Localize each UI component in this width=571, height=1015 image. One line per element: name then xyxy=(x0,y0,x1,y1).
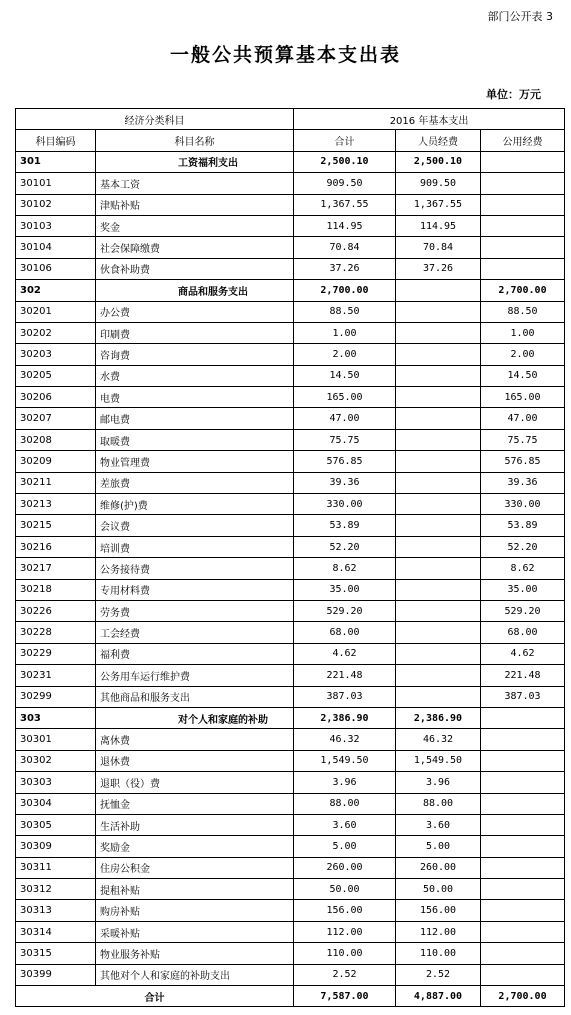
row-personnel xyxy=(396,280,481,301)
table-row xyxy=(16,536,565,557)
row-public xyxy=(481,194,565,215)
row-name: 离休费 xyxy=(96,729,294,750)
row-personnel xyxy=(396,536,481,557)
row-personnel: 1,549.50 xyxy=(396,750,481,771)
row-name: 退休费 xyxy=(96,750,294,771)
total-public: 2,700.00 xyxy=(481,986,565,1007)
row-total: 88.50 xyxy=(294,301,396,322)
category-row xyxy=(16,151,565,172)
row-public xyxy=(481,793,565,814)
row-public: 14.50 xyxy=(481,365,565,386)
row-name: 津贴补贴 xyxy=(96,194,294,215)
row-code: 30215 xyxy=(16,515,96,536)
row-personnel: 3.96 xyxy=(396,772,481,793)
row-name: 维修(护)费 xyxy=(96,494,294,515)
table-row xyxy=(16,793,565,814)
table-row xyxy=(16,365,565,386)
row-name: 物业管理费 xyxy=(96,451,294,472)
row-code: 30303 xyxy=(16,772,96,793)
row-code: 30226 xyxy=(16,600,96,621)
row-name: 工会经费 xyxy=(96,622,294,643)
row-total: 37.26 xyxy=(294,258,396,279)
row-code: 30399 xyxy=(16,964,96,985)
row-total: 2,386.90 xyxy=(294,707,396,728)
basic-expenditure-header: 2016 年基本支出 xyxy=(294,109,565,130)
row-public xyxy=(481,772,565,793)
row-personnel: 46.32 xyxy=(396,729,481,750)
row-name: 抚恤金 xyxy=(96,793,294,814)
row-total: 114.95 xyxy=(294,215,396,236)
row-public: 529.20 xyxy=(481,600,565,621)
table-row xyxy=(16,600,565,621)
row-personnel: 156.00 xyxy=(396,900,481,921)
row-personnel: 5.00 xyxy=(396,836,481,857)
row-public xyxy=(481,964,565,985)
row-personnel xyxy=(396,451,481,472)
row-personnel xyxy=(396,387,481,408)
row-code: 30228 xyxy=(16,622,96,643)
row-total: 5.00 xyxy=(294,836,396,857)
table-row xyxy=(16,686,565,707)
row-public: 221.48 xyxy=(481,665,565,686)
row-personnel: 2,386.90 xyxy=(396,707,481,728)
row-total: 112.00 xyxy=(294,921,396,942)
table-row xyxy=(16,258,565,279)
row-total: 3.60 xyxy=(294,814,396,835)
table-row xyxy=(16,494,565,515)
table-row xyxy=(16,836,565,857)
row-total: 1.00 xyxy=(294,322,396,343)
table-row xyxy=(16,408,565,429)
row-total: 387.03 xyxy=(294,686,396,707)
table-row xyxy=(16,643,565,664)
row-total: 330.00 xyxy=(294,494,396,515)
table-row xyxy=(16,622,565,643)
row-personnel xyxy=(396,600,481,621)
row-code: 30209 xyxy=(16,451,96,472)
row-code: 301 xyxy=(16,151,96,172)
row-name: 会议费 xyxy=(96,515,294,536)
row-personnel: 88.00 xyxy=(396,793,481,814)
row-personnel xyxy=(396,408,481,429)
row-personnel xyxy=(396,686,481,707)
table-row xyxy=(16,750,565,771)
row-total: 50.00 xyxy=(294,879,396,900)
row-total: 260.00 xyxy=(294,857,396,878)
row-total: 221.48 xyxy=(294,665,396,686)
row-personnel: 50.00 xyxy=(396,879,481,900)
row-public: 1.00 xyxy=(481,322,565,343)
row-total: 8.62 xyxy=(294,558,396,579)
table-row xyxy=(16,215,565,236)
row-name: 工资福利支出 xyxy=(96,151,294,172)
row-name: 印刷费 xyxy=(96,322,294,343)
row-public xyxy=(481,750,565,771)
row-code: 30213 xyxy=(16,494,96,515)
column-header-public: 公用经费 xyxy=(481,130,565,151)
row-public: 53.89 xyxy=(481,515,565,536)
row-total: 576.85 xyxy=(294,451,396,472)
row-total: 35.00 xyxy=(294,579,396,600)
row-public xyxy=(481,879,565,900)
table-row xyxy=(16,301,565,322)
row-code: 30302 xyxy=(16,750,96,771)
row-name: 福利费 xyxy=(96,643,294,664)
row-name: 伙食补助费 xyxy=(96,258,294,279)
row-public: 88.50 xyxy=(481,301,565,322)
row-name: 咨询费 xyxy=(96,344,294,365)
row-code: 30206 xyxy=(16,387,96,408)
row-code: 30207 xyxy=(16,408,96,429)
table-row xyxy=(16,344,565,365)
row-code: 30103 xyxy=(16,215,96,236)
row-public xyxy=(481,900,565,921)
row-code: 30313 xyxy=(16,900,96,921)
row-total: 46.32 xyxy=(294,729,396,750)
row-personnel xyxy=(396,429,481,450)
row-code: 30211 xyxy=(16,472,96,493)
row-public: 2.00 xyxy=(481,344,565,365)
column-header-total: 合计 xyxy=(294,130,396,151)
row-personnel xyxy=(396,558,481,579)
row-code: 30205 xyxy=(16,365,96,386)
row-name: 其他对个人和家庭的补助支出 xyxy=(96,964,294,985)
table-row xyxy=(16,943,565,964)
row-public xyxy=(481,729,565,750)
row-total: 165.00 xyxy=(294,387,396,408)
row-public: 165.00 xyxy=(481,387,565,408)
table-row xyxy=(16,387,565,408)
row-personnel xyxy=(396,494,481,515)
row-name: 物业服务补贴 xyxy=(96,943,294,964)
row-public xyxy=(481,173,565,194)
row-personnel: 110.00 xyxy=(396,943,481,964)
row-code: 30305 xyxy=(16,814,96,835)
table-row xyxy=(16,451,565,472)
row-name: 公务接待费 xyxy=(96,558,294,579)
row-public: 2,700.00 xyxy=(481,280,565,301)
row-personnel xyxy=(396,322,481,343)
row-code: 30102 xyxy=(16,194,96,215)
table-row xyxy=(16,173,565,194)
row-code: 30216 xyxy=(16,536,96,557)
row-code: 30101 xyxy=(16,173,96,194)
unit-label: 单位：万元 xyxy=(486,88,541,101)
row-total: 529.20 xyxy=(294,600,396,621)
row-personnel xyxy=(396,622,481,643)
row-personnel xyxy=(396,472,481,493)
row-code: 30229 xyxy=(16,643,96,664)
row-public xyxy=(481,151,565,172)
row-code: 30314 xyxy=(16,921,96,942)
row-personnel: 70.84 xyxy=(396,237,481,258)
table-row xyxy=(16,964,565,985)
row-code: 30201 xyxy=(16,301,96,322)
column-header-row xyxy=(16,130,565,151)
row-public: 4.62 xyxy=(481,643,565,664)
row-public xyxy=(481,921,565,942)
row-personnel xyxy=(396,301,481,322)
row-name: 商品和服务支出 xyxy=(96,280,294,301)
row-total: 47.00 xyxy=(294,408,396,429)
row-total: 2.52 xyxy=(294,964,396,985)
table-row xyxy=(16,900,565,921)
row-code: 30202 xyxy=(16,322,96,343)
row-code: 30208 xyxy=(16,429,96,450)
row-code: 30312 xyxy=(16,879,96,900)
row-name: 退职（役）费 xyxy=(96,772,294,793)
row-public: 330.00 xyxy=(481,494,565,515)
row-name: 电费 xyxy=(96,387,294,408)
table-row xyxy=(16,472,565,493)
row-name: 办公费 xyxy=(96,301,294,322)
row-personnel: 1,367.55 xyxy=(396,194,481,215)
row-total: 14.50 xyxy=(294,365,396,386)
row-personnel: 37.26 xyxy=(396,258,481,279)
row-name: 购房补贴 xyxy=(96,900,294,921)
row-personnel: 260.00 xyxy=(396,857,481,878)
row-total: 3.96 xyxy=(294,772,396,793)
row-total: 909.50 xyxy=(294,173,396,194)
row-total: 68.00 xyxy=(294,622,396,643)
row-personnel: 2.52 xyxy=(396,964,481,985)
row-public xyxy=(481,836,565,857)
table-row xyxy=(16,515,565,536)
total-personnel: 4,887.00 xyxy=(396,986,481,1007)
row-personnel: 114.95 xyxy=(396,215,481,236)
page-title: 一般公共预算基本支出表 xyxy=(169,44,401,66)
table-row xyxy=(16,579,565,600)
table-row xyxy=(16,729,565,750)
row-name: 水费 xyxy=(96,365,294,386)
row-public: 68.00 xyxy=(481,622,565,643)
group-header-row xyxy=(16,109,565,130)
table-row xyxy=(16,322,565,343)
row-personnel xyxy=(396,515,481,536)
total-row xyxy=(16,986,565,1007)
row-code: 30315 xyxy=(16,943,96,964)
row-name: 基本工资 xyxy=(96,173,294,194)
row-personnel xyxy=(396,344,481,365)
row-code: 30231 xyxy=(16,665,96,686)
row-public xyxy=(481,814,565,835)
row-public: 39.36 xyxy=(481,472,565,493)
table-row xyxy=(16,665,565,686)
row-public: 387.03 xyxy=(481,686,565,707)
row-name: 对个人和家庭的补助 xyxy=(96,707,294,728)
row-name: 奖金 xyxy=(96,215,294,236)
row-code: 30301 xyxy=(16,729,96,750)
table-row xyxy=(16,237,565,258)
table-row xyxy=(16,814,565,835)
row-name: 采暖补贴 xyxy=(96,921,294,942)
table-row xyxy=(16,429,565,450)
economic-classification-header: 经济分类科目 xyxy=(16,109,294,130)
row-personnel xyxy=(396,579,481,600)
row-name: 取暖费 xyxy=(96,429,294,450)
column-header-name: 科目名称 xyxy=(96,130,294,151)
category-row xyxy=(16,280,565,301)
row-public xyxy=(481,707,565,728)
row-name: 劳务费 xyxy=(96,600,294,621)
row-total: 70.84 xyxy=(294,237,396,258)
table-row xyxy=(16,558,565,579)
row-total: 156.00 xyxy=(294,900,396,921)
row-total: 52.20 xyxy=(294,536,396,557)
row-total: 2,500.10 xyxy=(294,151,396,172)
row-total: 1,549.50 xyxy=(294,750,396,771)
row-public xyxy=(481,943,565,964)
row-total: 110.00 xyxy=(294,943,396,964)
row-personnel xyxy=(396,665,481,686)
row-name: 专用材料费 xyxy=(96,579,294,600)
table-row xyxy=(16,879,565,900)
row-total: 2,700.00 xyxy=(294,280,396,301)
row-code: 302 xyxy=(16,280,96,301)
table-row xyxy=(16,772,565,793)
row-public: 47.00 xyxy=(481,408,565,429)
total-label: 合计 xyxy=(16,986,294,1007)
row-public xyxy=(481,237,565,258)
column-header-personnel: 人员经费 xyxy=(396,130,481,151)
category-row xyxy=(16,707,565,728)
row-personnel xyxy=(396,365,481,386)
row-name: 培训费 xyxy=(96,536,294,557)
table-row xyxy=(16,194,565,215)
table-row xyxy=(16,921,565,942)
row-public: 576.85 xyxy=(481,451,565,472)
row-code: 30309 xyxy=(16,836,96,857)
row-total: 39.36 xyxy=(294,472,396,493)
row-code: 30217 xyxy=(16,558,96,579)
row-code: 30299 xyxy=(16,686,96,707)
row-personnel: 909.50 xyxy=(396,173,481,194)
table-number-tag: 部门公开表 3 xyxy=(487,10,553,23)
table-body xyxy=(16,151,565,985)
row-name: 提租补贴 xyxy=(96,879,294,900)
row-code: 30311 xyxy=(16,857,96,878)
row-personnel: 112.00 xyxy=(396,921,481,942)
column-header-code: 科目编码 xyxy=(16,130,96,151)
row-total: 88.00 xyxy=(294,793,396,814)
row-total: 4.62 xyxy=(294,643,396,664)
row-code: 30203 xyxy=(16,344,96,365)
row-code: 30104 xyxy=(16,237,96,258)
row-code: 30106 xyxy=(16,258,96,279)
row-name: 奖励金 xyxy=(96,836,294,857)
row-personnel xyxy=(396,643,481,664)
row-personnel: 2,500.10 xyxy=(396,151,481,172)
row-code: 30304 xyxy=(16,793,96,814)
total-amount: 7,587.00 xyxy=(294,986,396,1007)
table-row xyxy=(16,857,565,878)
row-public: 52.20 xyxy=(481,536,565,557)
row-name: 差旅费 xyxy=(96,472,294,493)
row-public xyxy=(481,258,565,279)
row-name: 其他商品和服务支出 xyxy=(96,686,294,707)
row-personnel: 3.60 xyxy=(396,814,481,835)
row-public: 75.75 xyxy=(481,429,565,450)
row-name: 邮电费 xyxy=(96,408,294,429)
row-total: 53.89 xyxy=(294,515,396,536)
row-name: 社会保障缴费 xyxy=(96,237,294,258)
row-name: 住房公积金 xyxy=(96,857,294,878)
row-total: 2.00 xyxy=(294,344,396,365)
row-code: 303 xyxy=(16,707,96,728)
row-total: 1,367.55 xyxy=(294,194,396,215)
row-public xyxy=(481,857,565,878)
budget-table xyxy=(15,108,565,1007)
row-public: 8.62 xyxy=(481,558,565,579)
row-public: 35.00 xyxy=(481,579,565,600)
row-total: 75.75 xyxy=(294,429,396,450)
row-code: 30218 xyxy=(16,579,96,600)
row-name: 公务用车运行维护费 xyxy=(96,665,294,686)
row-public xyxy=(481,215,565,236)
row-name: 生活补助 xyxy=(96,814,294,835)
